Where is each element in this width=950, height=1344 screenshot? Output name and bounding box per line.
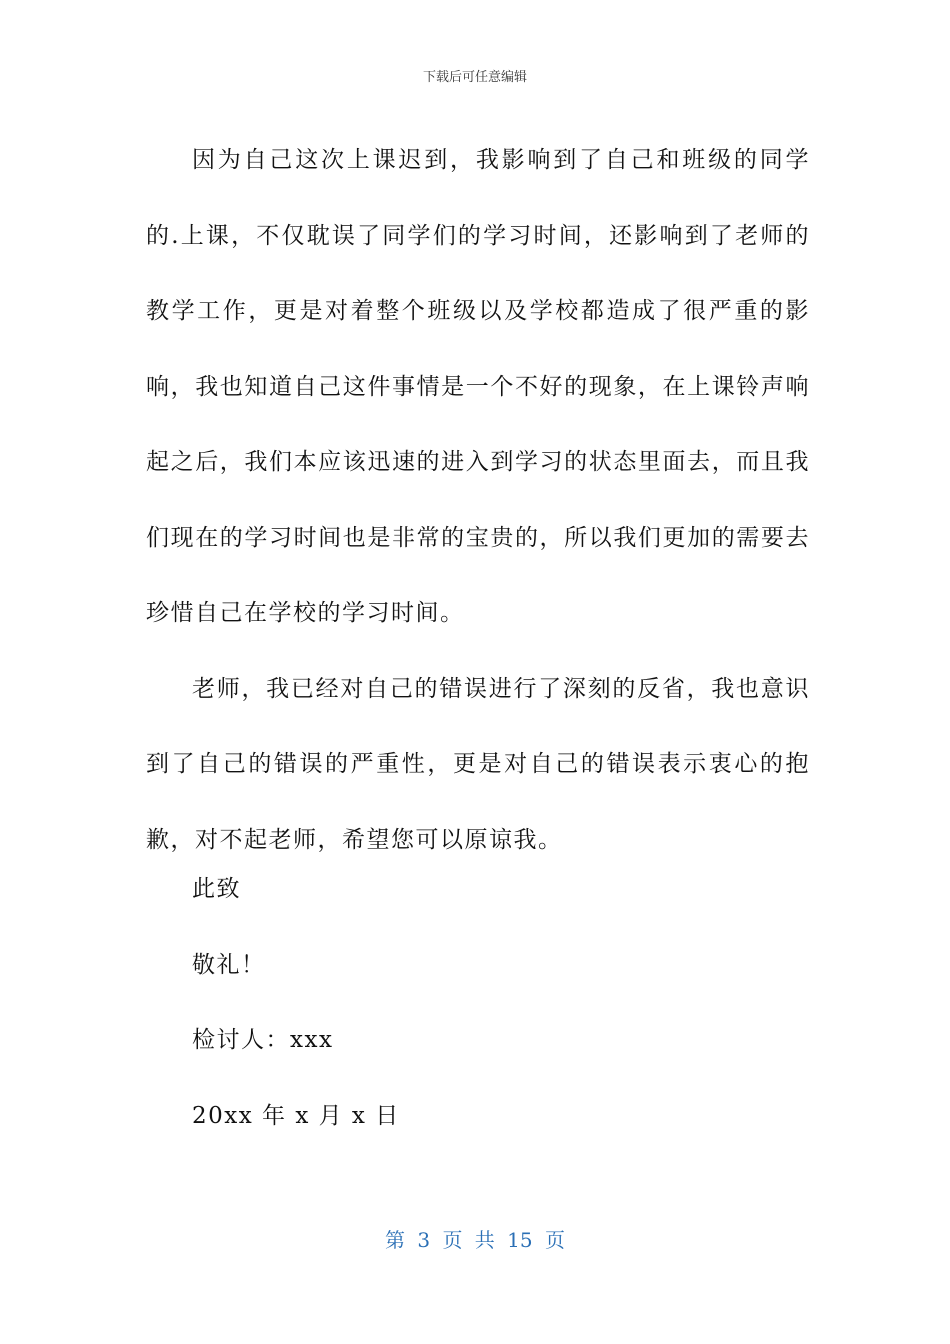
closing-salutation: 此致 <box>192 876 241 902</box>
signer-name: 检讨人：xxx <box>192 1027 334 1053</box>
header-note: 下载后可任意编辑 <box>422 70 527 85</box>
page-number-footer: 第 3 页 共 15 页 <box>385 1228 565 1252</box>
paragraph-lateness-impact: 因为自己这次上课迟到，我影响到了自己和班级的同学的.上课，不仅耽误了同学们的学习时间，还影响到了老师的教学工作，更是对着整个班级以及学校都造成了很严重的影响，我也知道自己这件事情是一个不好的现象，在上课铃声响起之后，我们本应该迅速的进入到学习的状态里面去，而且我们现在的学习时间也是非常的宝贵的，所以我们更加的需要去珍惜自己在学校的学习时间。 <box>146 147 810 626</box>
closing-block <box>192 852 400 1154</box>
paragraph-apology: 老师，我已经对自己的错误进行了深刻的反省，我也意识到了自己的错误的严重性，更是对自己的错误表示衷心的抱歉，对不起老师，希望您可以原谅我。 <box>146 675 810 853</box>
letter-date: 20xx 年 x 月 x 日 <box>192 1102 400 1129</box>
letter-body <box>146 123 810 878</box>
closing-respect: 敬礼！ <box>192 951 266 978</box>
